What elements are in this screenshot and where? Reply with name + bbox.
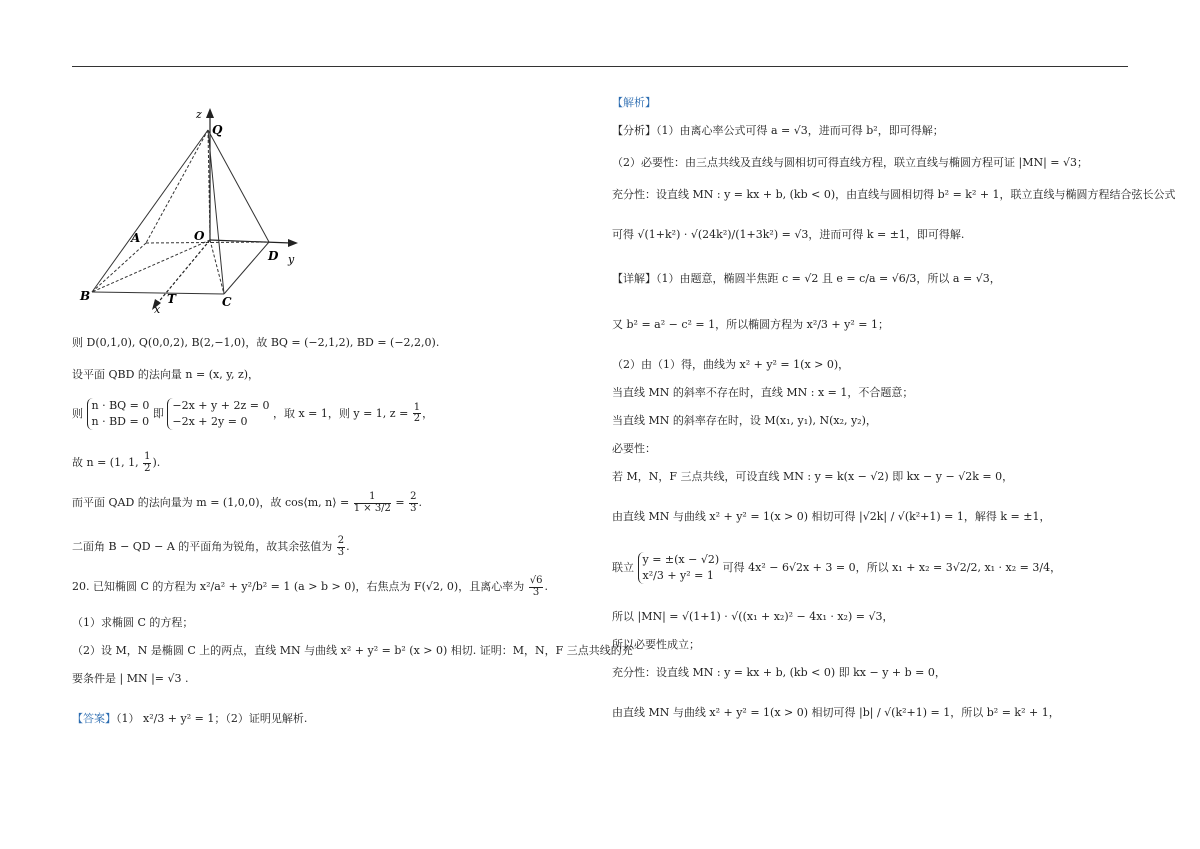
right-line-16: 充分性：设直线 MN : y = kx + b, (kb < 0) 即 kx − y + b = 0， [612,666,946,679]
left-line-5: 而平面 QAD 的法向量为 m = (1,0,0)，故 cos⟨m, n⟩ = $\frac{1}{1 \times 3/2}$ = $\frac{2}{3}$ . [72,491,423,514]
sys2-eq2: −2x + 2y = 0 [172,414,248,428]
system-2 [167,398,269,430]
fraction-answer: $\frac{2}{3}$ [337,535,345,558]
fraction-ecc: $\frac{√6}{3}$ [529,575,543,598]
fraction-cos-2: $\frac{2}{3}$ [410,491,417,514]
right-line-4: 可得 √(1+k²) · √(24k²)/(1+3k²) = √3，进而可得 k = ±1，即可得解. [612,228,965,241]
right-line-14: 所以 |MN| = √(1+1) · √((x₁ + x₂)² − 4x₁ · x₂) = √3， [612,610,894,623]
right-line-8: 当直线 MN 的斜率不存在时，直线 MN : x = 1，不合题意； [612,386,914,399]
right-line-1: 【分析】（1）由离心率公式可得 a = √3，进而可得 b²，即可得解； [612,124,944,137]
label-z: z [196,108,202,121]
label-A: A [131,231,141,245]
right-line-7: （2）由（1）得，曲线为 x² + y² = 1(x > 0)， [612,358,850,371]
equals: = [395,496,405,509]
pyramid-figure [76,100,316,315]
text-take: ，取 x = 1，则 y = 1, z = [272,406,409,420]
answer-text: （1） x²/3 + y² = 1；（2）证明见解析. [116,712,308,725]
sys1-eq1: n · BQ = 0 [91,399,150,412]
label-O: O [194,229,205,243]
sys3-eq2: x²/3 + y² = 1 [642,568,714,582]
right-line-15: 所以必要性成立； [612,638,700,651]
right-line-12: 由直线 MN 与曲线 x² + y² = 1(x > 0) 相切可得 |√2k| / √(k²+1) = 1，解得 k = ±1， [612,510,1051,523]
text-gu: 故 n = [72,456,107,469]
label-y: y [288,253,295,266]
label-Q: Q [212,123,223,137]
right-line-3: 充分性：设直线 MN : y = kx + b, (kb < 0)，由直线与圆相切得 b² = k² + 1，联立直线与椭圆方程结合弦长公式 [612,188,1176,201]
q20-part-2-cont: 要条件是 | MN |= √3 . [72,672,189,685]
left-line-1: 则 D(0,1,0), Q(0,0,2), B(2,−1,0)，故 BQ = (−2,1,2), BD = (−2,2,0). [72,336,440,349]
left-line-2: 设平面 QBD 的法向量 n = (x, y, z)， [72,368,260,381]
left-line-3: 则 n · BQ = 0 n · BD = 0 即 −2x + y + 2z = 0 −2x + 2y = 0 ，取 x = 1，则 y = 1, z = $\frac{1}{2}$ ， [72,399,434,428]
right-line-13 [612,552,1061,584]
fraction-n: $\frac{1}{2}$ [144,451,151,474]
right-line-11: 若 M，N，F 三点共线，可设直线 MN : y = k(x − √2) 即 kx − y − √2k = 0， [612,470,1014,483]
question-20: 20. 已知椭圆 C 的方程为 x²/a² + y²/b² = 1 (a > b > 0)，右焦点为 F(√2, 0)，且离心率为 $\frac{√6}{3}$ . [72,575,548,598]
header-rule [72,66,1128,67]
fraction-cos-1: $\frac{1}{1 \times 3/2}$ [353,491,391,514]
label-D: D [268,249,279,263]
text-ji: 即 [152,406,164,420]
right-line-9: 当直线 MN 的斜率存在时，设 M(x₁, y₁), N(x₂, y₂)， [612,414,877,427]
fraction-z: $\frac{1}{2}$ [413,401,421,425]
text-lianli: 联立 [612,560,634,574]
label-B: B [80,289,91,303]
text-quadratic: 可得 4x² − 6√2x + 3 = 0，所以 x₁ + x₂ = 3√2/2, x₁ · x₂ = 3/4， [722,560,1062,574]
label-C: C [222,295,232,309]
q20-text: 20. 已知椭圆 C 的方程为 x²/a² + y²/b² = 1 (a > b > 0)，右焦点为 F(√2, 0)，且离心率为 [72,580,525,593]
text-cos: 而平面 QAD 的法向量为 m = (1,0,0)，故 cos⟨m, n⟩ = [72,496,350,509]
system-3 [638,552,720,584]
label-T: T [167,292,176,306]
right-line-17: 由直线 MN 与曲线 x² + y² = 1(x > 0) 相切可得 |b| / √(k²+1) = 1，所以 b² = k² + 1， [612,706,1060,719]
sys1-eq2: n · BD = 0 [91,414,150,428]
answer-line [72,712,307,726]
left-line-4: 故 n = (1, 1, $\frac{1}{2}$ ). [72,451,161,474]
right-line-10: 必要性： [612,442,656,455]
right-line-2: （2）必要性：由三点共线及直线与圆相切可得直线方程，联立直线与椭圆方程可证 |MN| = √3； [612,156,1089,169]
analysis-tag: 【解析】 [612,96,656,109]
right-line-6: 又 b² = a² − c² = 1，所以椭圆方程为 x²/3 + y² = 1； [612,318,889,331]
text-dihedral: 二面角 B − QD − A 的平面角为锐角，故其余弦值为 [72,540,333,553]
vector-n-parts: 1, 1, [114,456,139,469]
q20-part-2: （2）设 M，N 是椭圆 C 上的两点，直线 MN 与曲线 x² + y² = b² (x > 0) 相切. 证明：M，N，F 三点共线的充 [72,644,633,657]
answer-tag: 【答案】 [72,712,116,725]
q20-part-1: （1）求椭圆 C 的方程； [72,616,194,629]
sys3-eq1: y = ±(x − √2) [642,553,720,566]
label-x: x [154,303,161,315]
sys2-eq1: −2x + y + 2z = 0 [172,399,270,412]
text-ze: 则 [72,406,83,420]
left-line-6: 二面角 B − QD − A 的平面角为锐角，故其余弦值为 $\frac{2}{3}$ . [72,535,350,558]
system-1 [87,398,150,430]
right-line-5: 【详解】（1）由题意，椭圆半焦距 c = √2 且 e = c/a = √6/3，所以 a = √3， [612,272,1001,285]
